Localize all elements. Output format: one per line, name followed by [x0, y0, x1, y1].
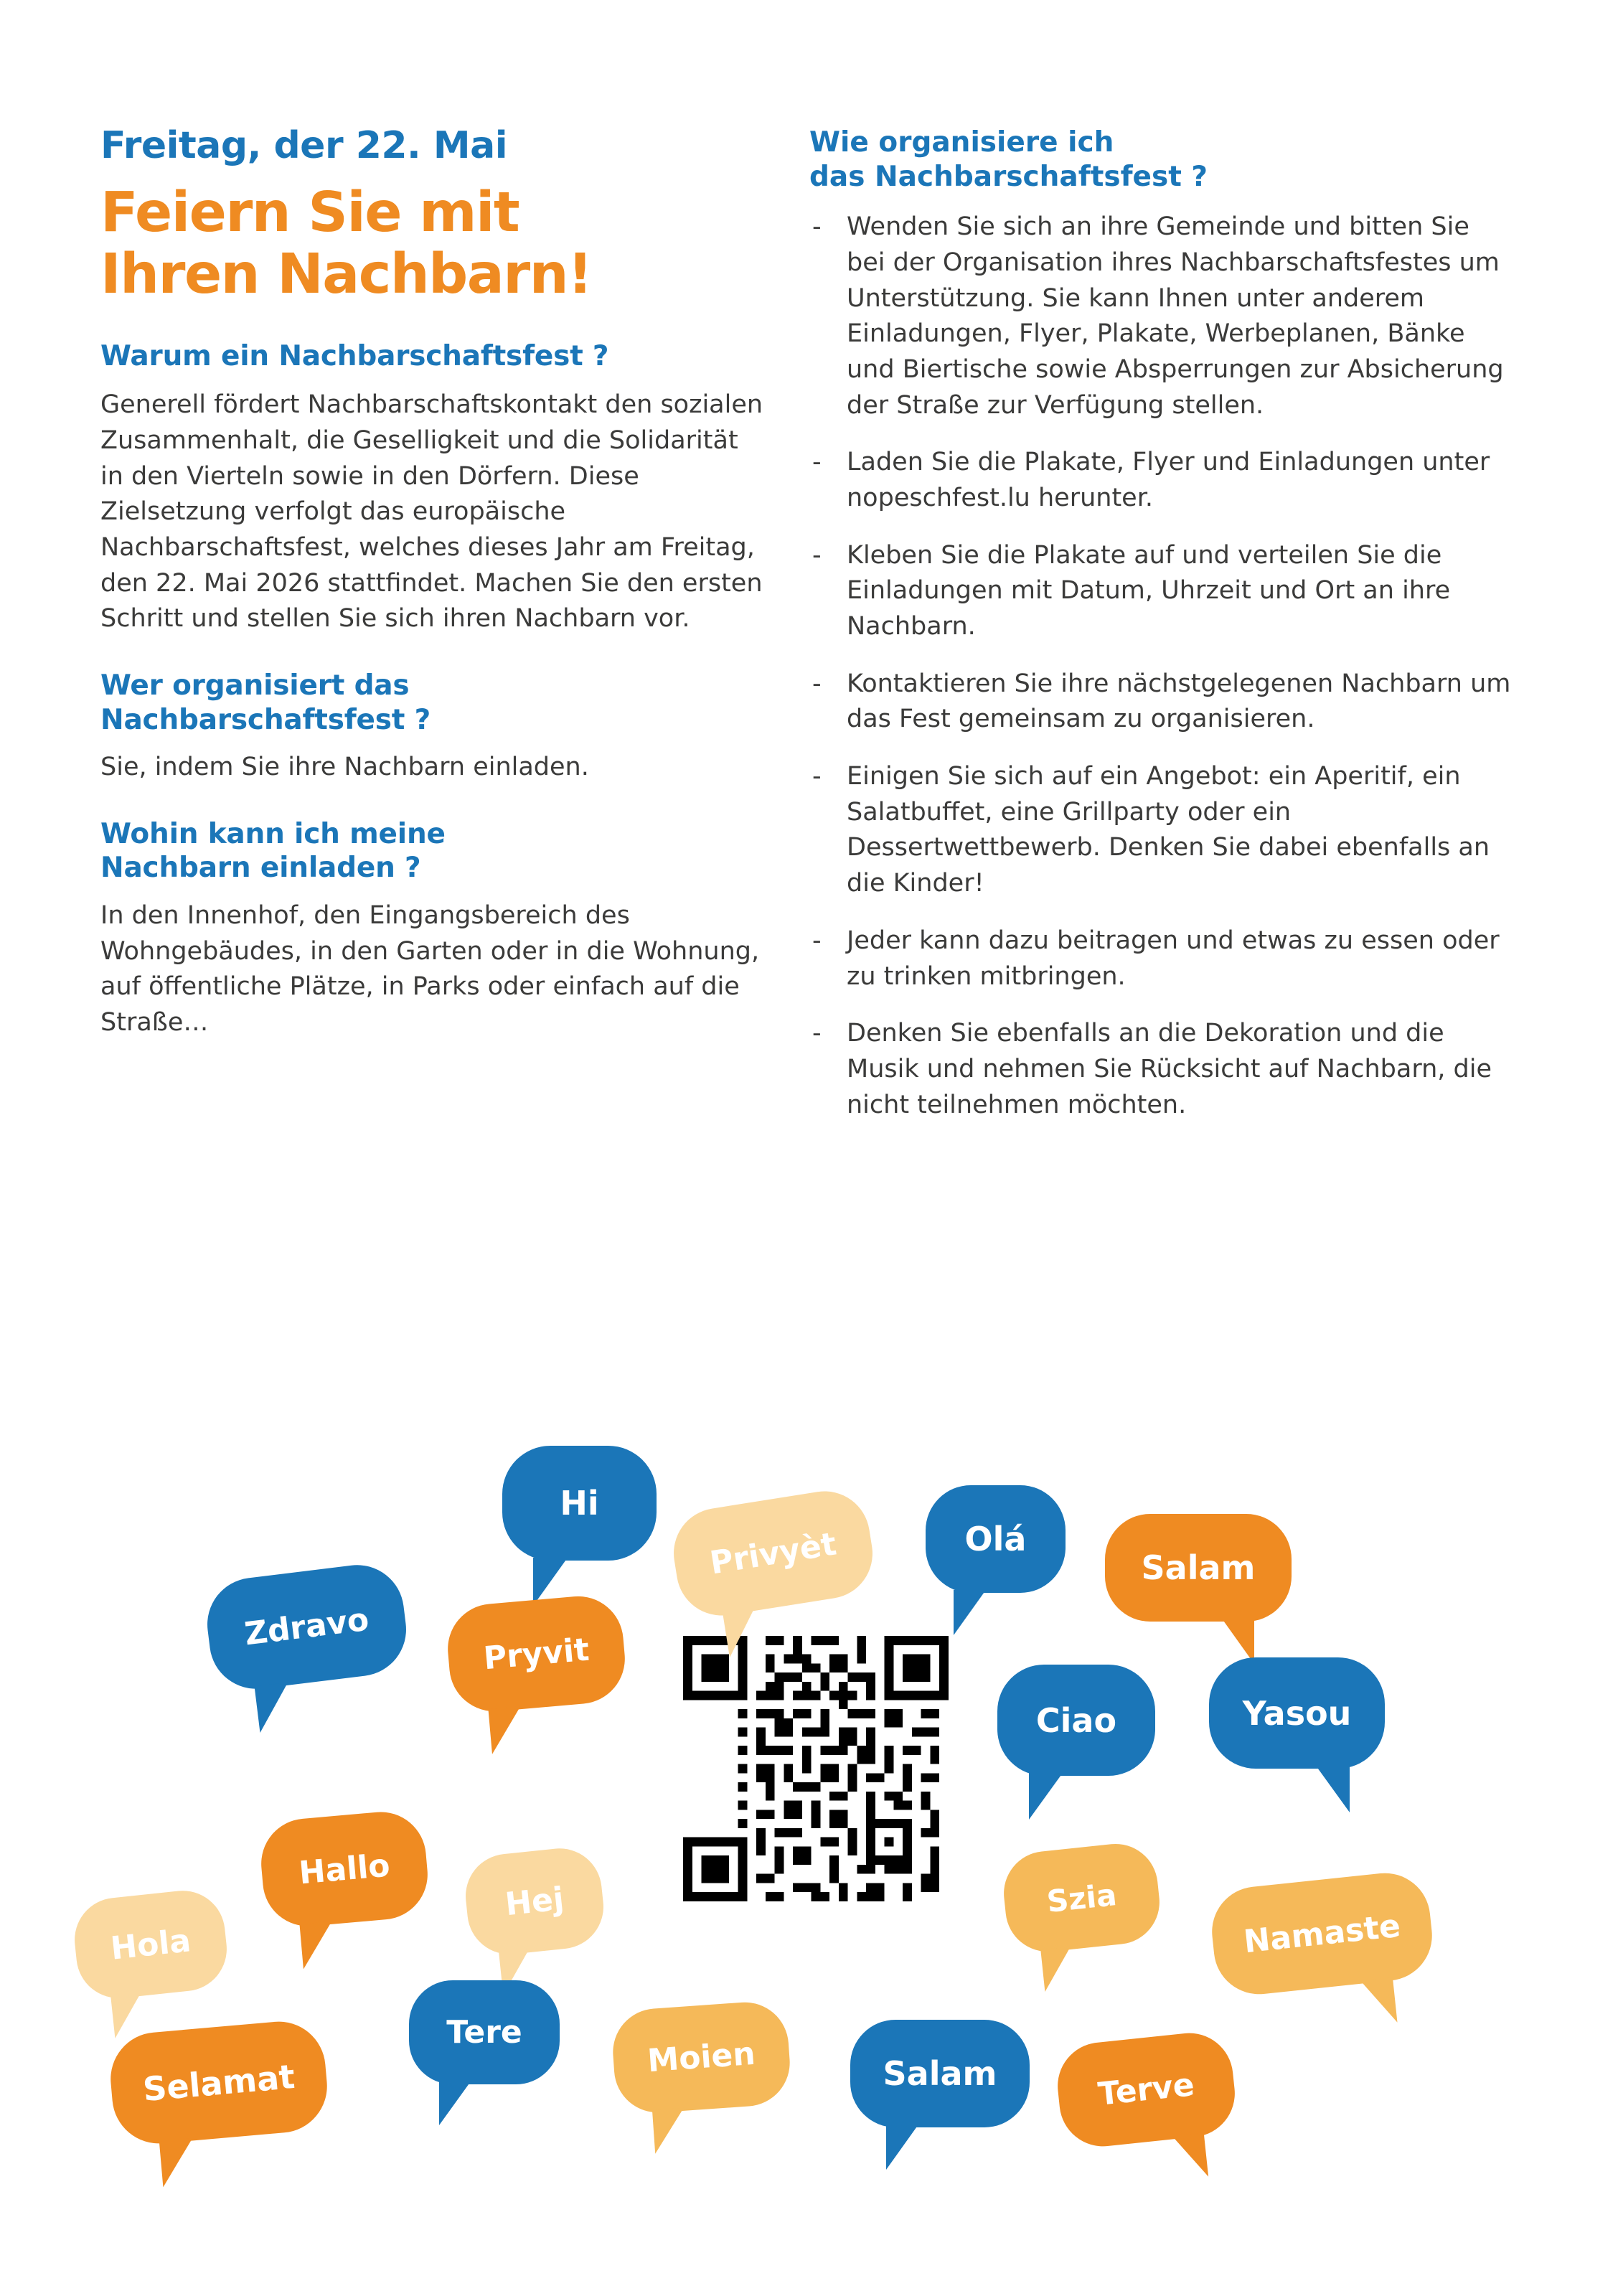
greeting-bubble: [997, 1665, 1155, 1776]
list-item: [809, 210, 1513, 423]
bubble-tail-icon: [439, 2081, 471, 2125]
greeting-bubble-label: Privyèt: [707, 1525, 839, 1582]
bubble-tail-icon: [110, 1993, 145, 2038]
bubble-tail-icon: [488, 1706, 524, 1754]
greeting-bubble-label: Hola: [108, 1921, 193, 1967]
greeting-bubble: [409, 1980, 560, 2084]
greeting-bubble-label: Hi: [560, 1484, 599, 1523]
greeting-bubble: [667, 1485, 879, 1622]
list-dash: -: [812, 926, 822, 955]
section-body-wer: Sie, indem Sie ihre Nachbarn einladen.: [100, 753, 589, 782]
bubble-tail-icon: [723, 1608, 761, 1657]
section-heading-wie-line-1: Wie organisiere ich: [809, 126, 1114, 159]
section-heading-wohin-line-2: Nachbarn einladen ?: [100, 852, 421, 885]
list-item-text: Denken Sie ebenfalls an die Dekoration und die Musik und nehmen Sie Rücksicht auf Nachbarn, die nicht teilnehmen möchten.: [847, 1019, 1492, 1119]
greeting-bubble-label: Terve: [1096, 2066, 1196, 2113]
greeting-bubble-cloud: [0, 1248, 1618, 2196]
list-dash: -: [812, 1019, 822, 1048]
bubble-tail-icon: [954, 1590, 986, 1635]
date-line: Freitag, der 22. Mai: [100, 124, 508, 167]
headline-line-2: Ihren Nachbarn!: [100, 243, 592, 307]
section-heading-wer: [100, 669, 768, 737]
greeting-bubble-label: Tere: [446, 2014, 522, 2051]
list-dash: -: [812, 448, 822, 477]
left-column: [100, 126, 768, 1041]
section-body-wohin: In den Innenhof, den Eingangsbereich des Wohngebäudes, in den Garten oder in die Wohnung, auf öffentliche Plätze, in Parks oder einfach auf die Straße…: [100, 901, 760, 1038]
section-heading-wer-line-2: Nachbarschaftsfest ?: [100, 703, 431, 736]
section-heading-wohin-line-1: Wohin kann ich meine: [100, 817, 446, 850]
greeting-bubble: [258, 1808, 431, 1929]
greeting-bubble: [926, 1485, 1066, 1593]
headline-line-1: Feiern Sie mit: [100, 181, 519, 245]
list-item-text: Jeder kann dazu beitragen und etwas zu essen oder zu trinken mitbringen.: [847, 926, 1500, 991]
greeting-bubble-label: Hallo: [297, 1847, 392, 1891]
list-item-text: Einigen Sie sich auf ein Angebot: ein Aperitif, ein Salatbuffet, eine Grillparty oder ein Dessertwettbewerb. Denken Sie dabei ebenfalls an die Kinder!: [847, 762, 1490, 898]
qr-code-graphic: [683, 1636, 949, 1901]
list-item-text: Kontaktieren Sie ihre nächstgelegenen Nachbarn um das Fest gemeinsam zu organisieren.: [847, 669, 1511, 734]
bubble-tail-icon: [1316, 1766, 1350, 1812]
list-dash: -: [812, 669, 822, 698]
organisation-steps-list: [809, 210, 1513, 1123]
greeting-bubble-label: Zdravo: [243, 1601, 371, 1653]
list-dash: -: [812, 762, 822, 791]
list-dash: -: [812, 212, 822, 242]
bubble-tail-icon: [1029, 1773, 1063, 1820]
greeting-bubble-label: Ciao: [1035, 1700, 1117, 1740]
greeting-bubble: [1208, 1868, 1436, 1998]
greeting-bubble-label: Moien: [646, 2035, 757, 2080]
bubble-tail-icon: [159, 2137, 197, 2187]
greeting-bubble: [502, 1446, 657, 1561]
greeting-bubble-label: Olá: [964, 1520, 1027, 1558]
greeting-bubble: [202, 1560, 412, 1694]
list-item-text: Wenden Sie sich an ihre Gemeinde und bitten Sie bei der Organisation ihres Nachbarschaftsfestes um Unterstützung. Sie kann Ihnen unter anderem Einladungen, Flyer, Plakate, Werbeplanen, Bänke und Biertische sowie Absperrungen zur Absicherung der Straße zur Verfügung stellen.: [847, 212, 1504, 420]
greeting-bubble: [461, 1844, 608, 1958]
list-item-text: Kleben Sie die Plakate auf und verteilen Sie die Einladungen mit Datum, Uhrzeit und Ort an ihre Nachbarn.: [847, 540, 1451, 641]
list-item: [809, 445, 1513, 516]
greeting-bubble: [70, 1886, 230, 2002]
bubble-tail-icon: [1040, 1947, 1075, 1992]
list-item: [809, 1016, 1513, 1123]
right-column: [809, 126, 1513, 1144]
greeting-bubble-label: Szia: [1045, 1876, 1119, 1919]
section-heading-wie-line-2: das Nachbarschaftsfest ?: [809, 160, 1208, 193]
greeting-bubble: [850, 2020, 1030, 2127]
list-item: [809, 923, 1513, 994]
bubble-tail-icon: [886, 2125, 918, 2170]
greeting-bubble: [1053, 2029, 1239, 2151]
section-heading-wer-line-1: Wer organisiert das: [100, 669, 410, 702]
greeting-bubble-label: Salam: [883, 2054, 997, 2093]
greeting-bubble: [1105, 1514, 1292, 1622]
list-item: [809, 759, 1513, 902]
list-item: [809, 538, 1513, 645]
greeting-bubble-label: Pryvit: [481, 1631, 591, 1677]
greeting-bubble-label: Namaste: [1241, 1907, 1403, 1960]
greeting-bubble: [444, 1593, 629, 1716]
greeting-bubble-label: Hej: [503, 1880, 566, 1923]
greeting-bubble: [1209, 1657, 1385, 1769]
bubble-tail-icon: [1172, 2133, 1208, 2180]
greeting-bubble-label: Salam: [1141, 1548, 1256, 1587]
section-heading-wie: [809, 126, 1513, 194]
bubble-tail-icon: [255, 1683, 294, 1733]
qr-code[interactable]: [683, 1636, 949, 1901]
list-dash: -: [812, 540, 822, 570]
section-heading-warum: Warum ein Nachbarschaftsfest ?: [100, 339, 609, 372]
list-item: [809, 667, 1513, 738]
bubble-tail-icon: [299, 1921, 335, 1970]
greeting-bubble: [107, 2018, 331, 2147]
greeting-bubble-label: Selamat: [141, 2056, 296, 2109]
list-item-text: Laden Sie die Plakate, Flyer und Einladungen unter nopeschfest.lu herunter.: [847, 448, 1490, 512]
greeting-bubble: [610, 2000, 793, 2116]
greeting-bubble: [1000, 1840, 1163, 1956]
bubble-tail-icon: [1360, 1977, 1397, 2026]
section-body-warum: Generell fördert Nachbarschaftskontakt den sozialen Zusammenhalt, die Geselligkeit und die Solidarität in den Vierteln sowie in den Dörfern. Diese Zielsetzung verfolgt das europäische Nachbarschaftsfest, welches dieses Jahr am Freitag, den 22. Mai 2026 stattfindet. Machen Sie den ersten Schritt und stellen Sie sich ihren Nachbarn vor.: [100, 390, 763, 634]
page-title: [100, 182, 768, 306]
greeting-bubble-label: Yasou: [1242, 1693, 1352, 1733]
section-heading-wohin: [100, 817, 768, 885]
bubble-tail-icon: [652, 2108, 687, 2154]
